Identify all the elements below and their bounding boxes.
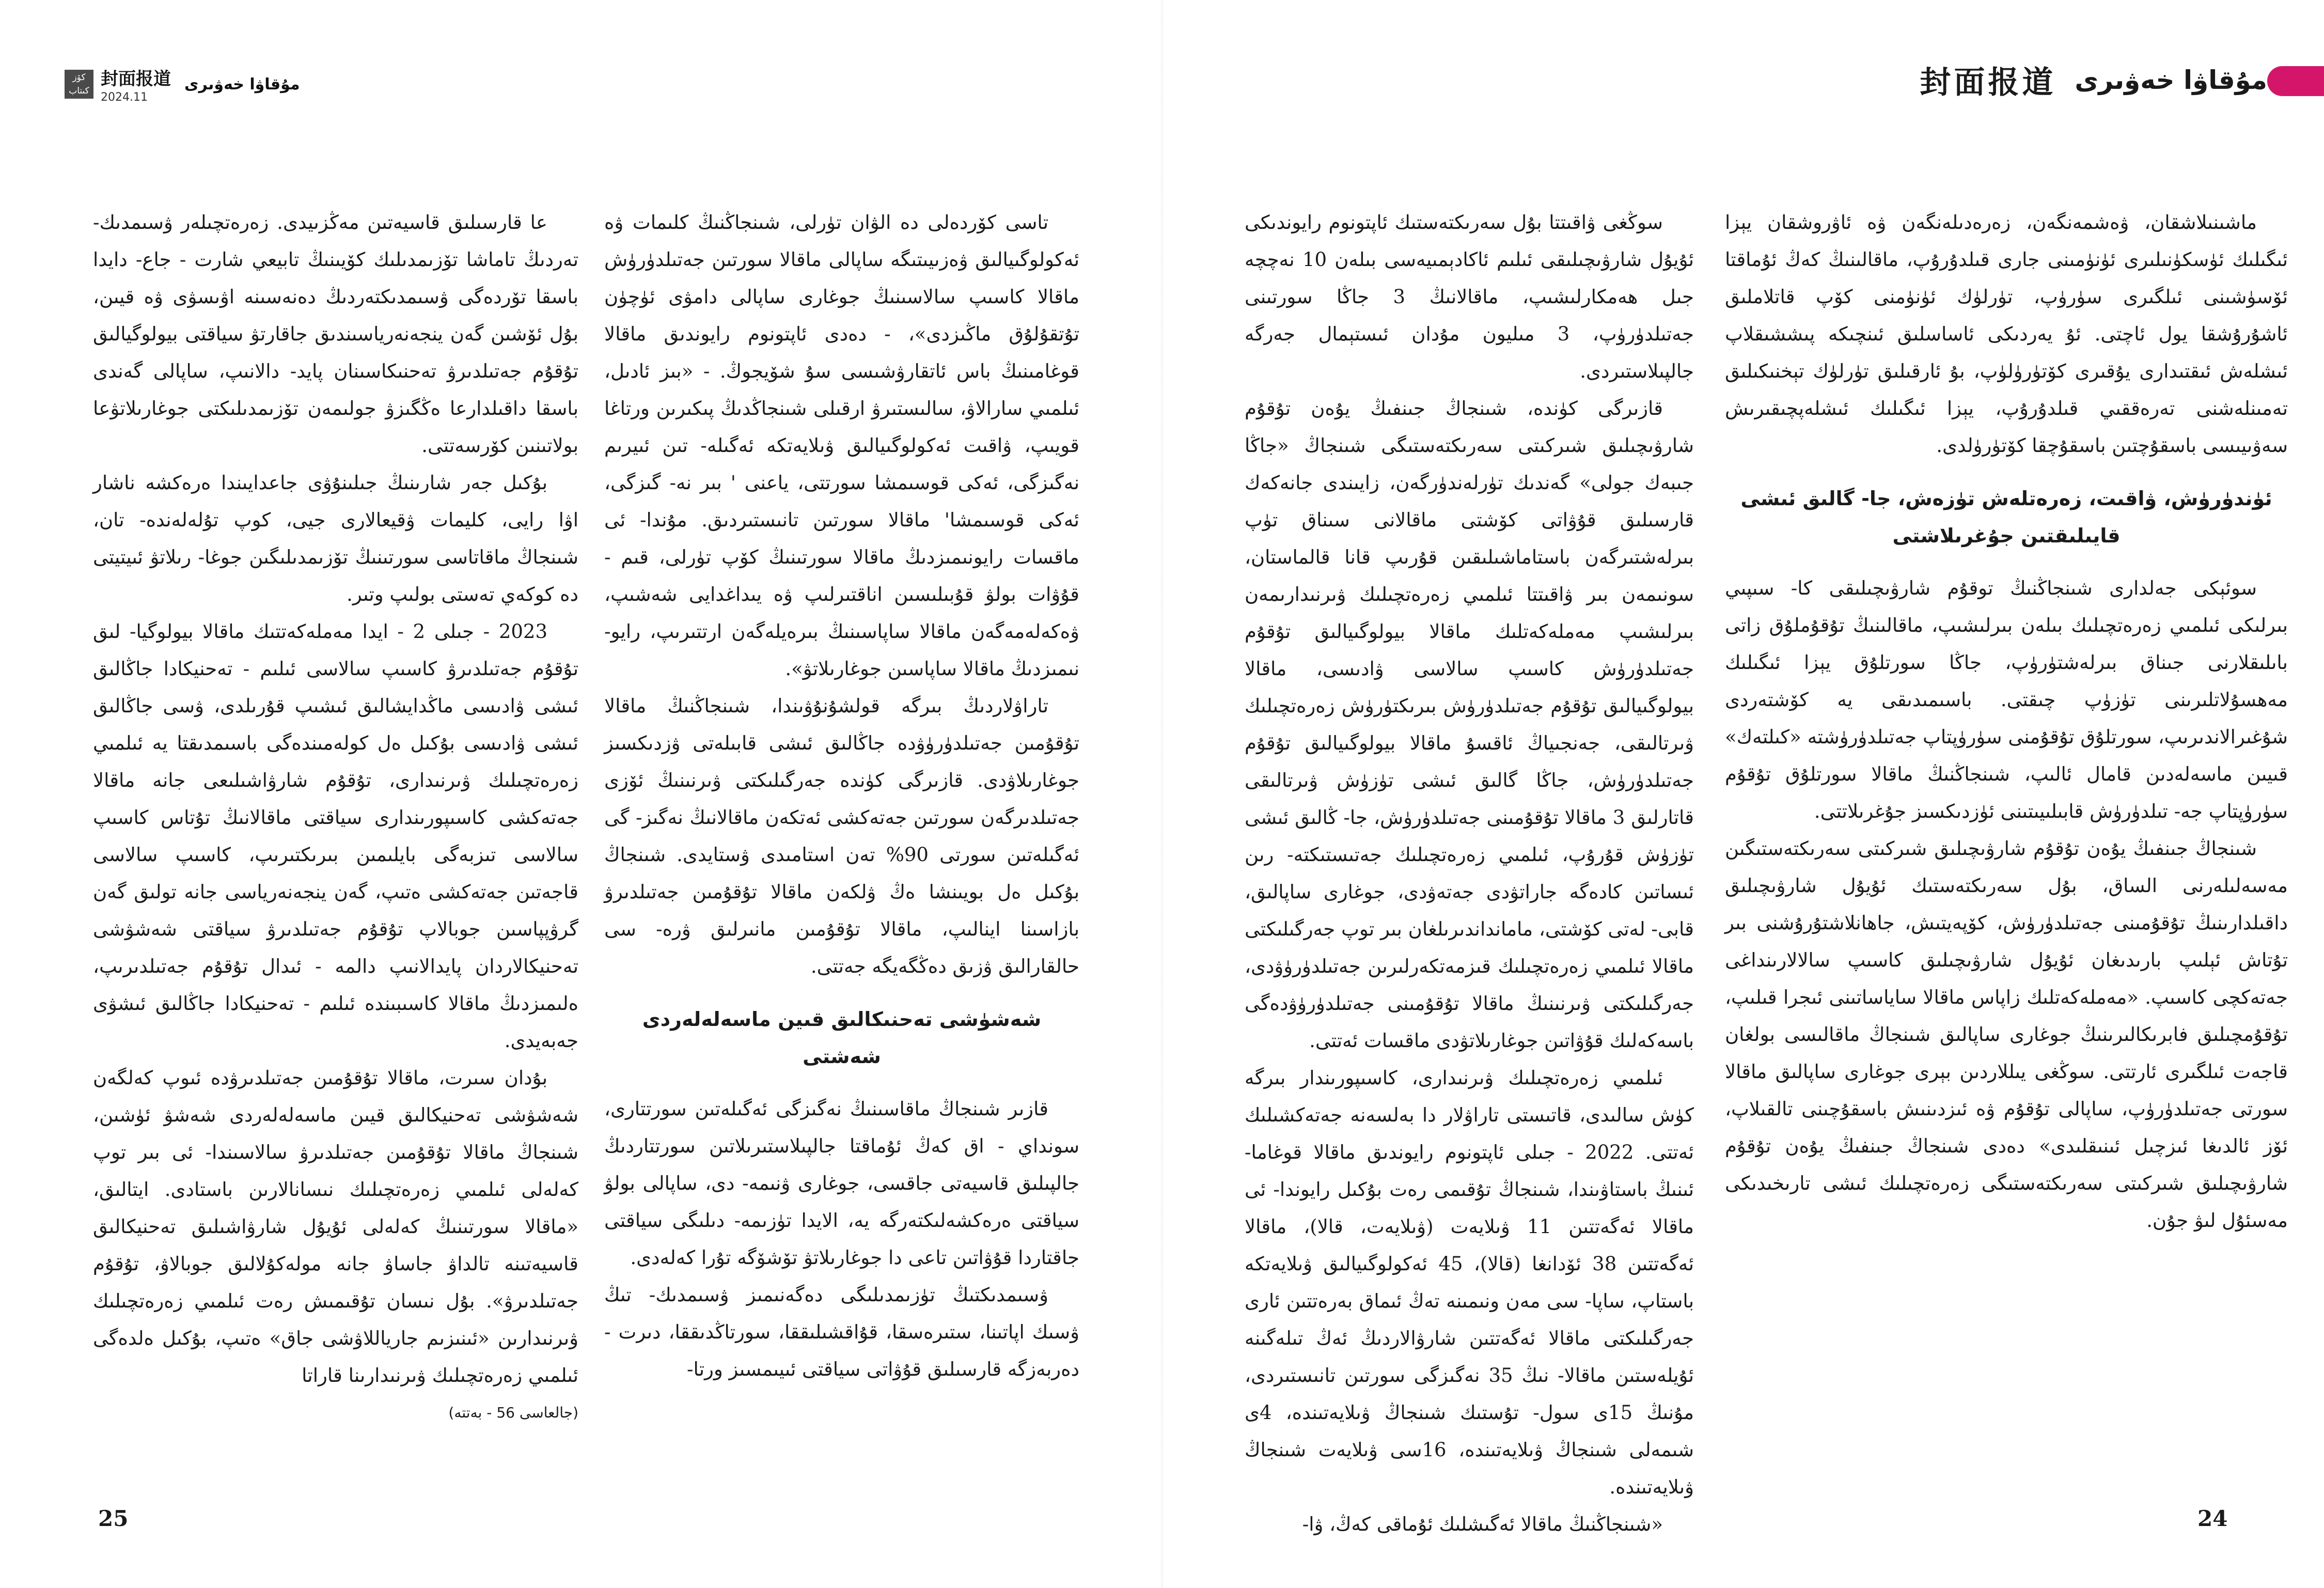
paragraph: ۋسىمدىكتىڭ تۈزىمدىلىگى دەگەنىمىز ۋسىمدىك- تىڭ ۋسىك اپاتىنا، ستىرەسقا، قۇاقشىلىققا، سورتاڭدىققا، دىرت - دەربەزگە قارسىلىق قۇۋاتى سياقتى ئىيىمسىز ورتا- (604, 1284, 1079, 1380)
header-title-cn-right: 封面报道 (1920, 65, 2056, 101)
paragraph: قازىرگى كۈندە، شىنجاڭ جىنفىڭ يۇەن تۇقۇم شارۋىچىلىق شىركىتى سەرىكتەستىگى شىنجاڭ «جاڭا جىبەك جولى» گەندىك تۈرلەندۈرگەن، زايىندى جانەكەك قارسىلىق قۇۋاتى كۆشتى ماقالانى سىناق تۈپ بىرلەشتىرگەن باستاماشىلىقىن قۇرىپ قانا قالماستان، سونىمەن بىر ۋاقىتتا ئىلمىي زەرەتچىلىك ۋىرنىدارىمەن بىرلىشىپ مەملەكەتلىك ماقالا بيولوگىيالىق تۇقۇم جەتىلدۈرۈش كاسىپ سالاسى ۋادىسى، ماقالا بيولوگىيالىق تۇقۇم جەتىلدۈرۈش بىرىكتۈرۈش زەرەتچىلىك ۋىرتالىقى، جەنجىياڭ ئاقسۇ ماقالا بيولوگىيالىق تۇقۇم جەتىلدۈرۈش، جاڭا گالىق ئىشى تۈزۈش ۋىرتالىقى قاتارلىق 3 ماقالا تۇقۇمىنى جەتىلدۈرۈش، جا- ڭالىق ئىشى تۈزۈش قۇرۇپ، ئىلمىي زەرەتچىلىك جەتىستىكتە- رىن ئىساتىن كادەگە جاراتۋدى جەتەۋدى، جوغارى ساپالىق، قابى- لەتى كۆشتى، مامانداندىرىلغان بىر توپ جەرگىلىكتى ماقالا ئىلمىي زەرەتچىلىك قىزمەتكەرلىرىن جەتىلدۈرۈۋدى، جەرگىلىكتى ۋىرنىنىڭ ماقالا تۇقۇمىنى جەتىلدۈرۈۋدەگى باسەكەلىك قۇۋاتىن جوغارىلاتۋدى ماقسات ئەتتى. (1245, 397, 1694, 1052)
header-title-cn: 封面报道 (101, 69, 171, 89)
header-date: 2024.11 (101, 91, 148, 104)
column-right-2 (1245, 204, 1694, 1543)
paragraph: تاسى كۆردەلى دە الۋان تۈرلى، شىنجاڭنىڭ كلىمات ۋە ئەكولوگىيالىق ۋەزىيىتىگە ساپالى ماقالا سورتىن جەتىلدۈرۈش ماقالا كاسىپ سالاسىنىڭ جوغارى ساپالى دامۋى ئۈچۈن تۇتقۇلۇق ماڭىزدى»، - دەدى ئاپتونوم رايوندىق ماقالا قوغامىنىڭ باس ئاتقارۋشىسى سۇ شۆيجوڭ. - «بىز ئادىل، ئىلمىي سارالاۋ، سالىستىرۋ ارقىلى شىنجاڭدىڭ پىكىرىن ورتاغا قويىپ، ۋاقىت ئەكولوگىيالىق ۋىلايەتكە ئەگىلە- تىن ئىيرىم نەگىزگى، ئەكى قوسىمشا سورتتى، ياعنى ' بىر نە- گىزگى، ئەكى قوسىمشا' ماقالا سورتىن تانىستىردىق. مۇندا- ئى ماقسات رايونىمىزدىڭ ماقالا سورتىنىڭ كۆپ تۈرلى، قىم - قۇۋات بولۋ قۇبىلىسىن اناقتىرلىپ ۋە يىداغدايى شەشىپ، ۋەكەلەمەگەن ماقالا ساپاسىنىڭ بىرەيلەگەن ارتتىرىپ، رايو- نىمىزدىڭ ماقالا ساپاسىن جوغارىلاتۋ». (604, 211, 1079, 680)
paragraph: سوڭغى ۋاقىتتا بۇل سەرىكتەستىك ئاپتونوم رايوندىكى ئۇيۇل شارۋىچىلىقى ئىلىم ئاكادېمىيەسى بىلەن 10 نەچچە جىل ھەمكارلىشىپ، ماقالانىڭ 3 جاڭا سورتىنى جەتىلدۈرۈپ، 3 مىليون مۇدان ئىستېمال جەرگە جالپىلاستىردى. (1245, 211, 1694, 382)
column-left-2 (93, 204, 578, 1431)
column-left-1 (604, 204, 1079, 1388)
paragraph: 2023 - جىلى 2 - ايدا مەملەكەتتىك ماقالا بيولوگيا- لىق تۇقۇم جەتىلدىرۋ كاسىپ سالاسى ئىلىم - تەحنيكادا جاڭالىق ئىشى ۋادىسى ماڭدايشالىق ئىشىپ قۇرىلدى، ۋسى جاڭالىق ئىشى ۋادىسى بۇكىل ەل كولەمىندەگى باسىمدىقتا يە ئىلمىي زەرەتچىلىك ۋىرنىدارى، تۇقۇم شارۋاشىلىعى جانە ماقالا جەتەكشى كاسىپورىندارى سياقتى ماقالانىڭ تۇتاس كاسىپ سالاسى تىزبەگى بايلىمىن بىرىكتىرىپ، كاسىپ سالاسى قاجەتىن جەتەكشى ەتىپ، گەن ينجەنەرياسى جانە تولىق گەن گرۋپپاسىن جوبالاپ تۇقۇم جەتىلدىرۋ سياقتى شەشۋشى تەحنيكالاردان پايدالانىپ دالمە - ئىدال تۇقۇم جەتىلدىرىپ، ەلىمىزدىڭ ماقالا كاسىبىندە ئىلىم - تەحنيكادا جاڭالىق ئىشۋى جەبەيدى. (93, 620, 578, 1052)
paragraph: بۇدان سىرت، ماقالا تۇقۇمىن جەتىلدىرۋدە ئىوپ كەلگەن شەشۋشى تەحنيكالىق قيىن ماسەلەلەردى شەشۋ ئۈشىن، شىنجاڭ ماقالا تۇقۇمىن جەتىلدىرۋ سالاسىندا- ئى بىر توپ كەلەلى ئىلمىي زەرەتچىلىك نىسانالارىن باستادى. ايتالىق، «ماقالا سورتىنىڭ كەلەلى ئۇيۇل شارۋاشىلىق تەحنيكالىق قاسيەتىنە تالداۋ جاساۋ جانە مولەكۇلالىق جوبالاۋ، تۇقۇم جەتىلدىرۋ». بۇل نىسان تۇقىمىش رەت ئىلمىي زەرەتچىلىك ۋىرنىدارىن «ئىنىزىم جارياللاۋشى جاق» ەتىپ، بۇكىل ەلدەگى ئىلمىي زەرەتچىلىك ۋىرنىدارىنا قاراتا (93, 1067, 578, 1387)
header-section-uy-right: مۇقاۋا خەۋىرى (2075, 65, 2267, 95)
right-page-header (1920, 57, 2267, 103)
paragraph: «شىنجاڭنىڭ ماقالا ئەگىشلىك ئۇماقى كەڭ، ۋا- (1302, 1513, 1663, 1535)
header-section-uy: مۇقاۋا خەۋىرى (184, 75, 300, 94)
paragraph: شىنجاڭ جىنفىڭ يۇەن تۇقۇم شارۋىچىلىق شىركىتى سەرىكتەستىگىن مەسەلىلەرنى الساق، بۇل سەرىكتەستىك ئۇيۇل شارۋىچىلىق داقىلدارىنىڭ تۇقۇمىنى جەتىلدۈرۈش، كۆپەيتىش، جاھانلاشتۇرۇشنى بىر تۇتاش ئېلىپ بارىدىغان ئۇيۇل شارۋىچىلىق كاسىپ سالالارىنداغى جەتەكچى كاسىپ. «مەملەكەتلىك زاپاس ماقالا ساياساتىنى ئىجرا قىلىپ، تۇقۇمچىلىق فابرىكالىرىنىڭ جوغارى ساپالىق شىنجاڭ ماقالىسى بولغان قاجەت ئىلگىرى ئارتتى. سوڭغى يىللاردىن بېرى جوغارى ساپالىق ماقالا سورتى جەتىلدۈرۈپ، ساپالى تۇقۇم ۋە ئىزدىنىش باسقۇچىنى تالقىلاپ، ئۆز ئالدىغا ئىزچىل ئىنىقلىدى» دەدى شىنجاڭ جىنفىڭ يۇەن تۇقۇم شارۋىچىلىق شىركىتى سەرىكتەستىگى زەرەتچىلىك ئىشى تارىخىدىكى مەسئۇل لىۋ جۇن. (1725, 837, 2288, 1232)
page-number-left: 25 (98, 1506, 129, 1531)
page-number-right: 24 (2197, 1506, 2228, 1531)
column-right-1 (1725, 204, 2288, 1239)
header-title-block (101, 65, 171, 104)
paragraph: سوئېكى جەلدارى شىنجاڭنىڭ توقۇم شارۋىچىلىقى كا- سىپىي بىرلىكى ئىلمىي زەرەتچىلىك بىلەن بىرلىشىپ، ماقالىنىڭ تۇقۇملۇق زاتى باىلىقلارنى جىناق بىرلەشتۈرۈپ، جاڭا سورتلۇق يېزا ئىگىلىك مەھسۇلاتلىرىنى تۈزۈپ چىقتى. باسىمىدىقى يە كۆشتەردى شۇغىرالاندىرىپ، سورتلۇق تۇقۇمنى سۈرۈپتاپ جەتىلدۈرۈشتە «كىلتەك» قىيىن ماسەلەدىن قامال ئالىپ، شىنجاڭنىڭ ماقالا سورتلۇق تۇقۇم سۈرۈپتاپ جە- تىلدۈرۈش قابىلىيىتىنى ئۈزدىكسىز جۇغرىلاتتى. (1725, 577, 2288, 822)
left-page-header (65, 66, 300, 102)
paragraph: عا قارسىلىق قاسيەتىن مەڭزىيدى. زەرەتچىلەر ۋسىمدىك- تەردىڭ تاماشا تۆزىمدىلىك كۆيىنىڭ تابيعي شارت - جاع- دايدا باسقا تۆردەگى ۋسىمدىكتەردىڭ دەنەسىنە اۋىسۋى ۋە قيىن، بۇل ئۆشىن گەن ينجەنەرياسىندىق جاقارتۋ سياقتى بيولوگيالىق تۇقۇم جەتىلدىرۋ تەحنىكاسىنان پايد- دالانىپ، ساپالى گەندى باسقا داقىلدارعا ەڭگىزۋ جولىمەن تۆزىمدىلىكتى جوغارىلاتۋعا بولاتىنىن كۆرسەتتى. (93, 211, 578, 457)
continuation-note: (جالعاسى 56 - بەتتە) (448, 1404, 578, 1421)
paragraph: ماشىنىلاشقان، ۋەشمەنگەن، زەرەدىلەنگەن ۋە ئاۋروشقان يېزا ئىگىلىك ئۈسكۈنىلىرى ئۈنۈمىنى جارى قىلدۇرۇپ، ماقالىنىڭ كەڭ ئۇماقتا ئۆسۈشىنى ئىلگىرى سۈرۈپ، تۈرلۈك ئۈنۈمنى كۆپ قاتلاملىق ئاشۇرۇشقا يول ئاچتى. ئۇ يەردىكى ئاساسلىق ئىنچىكە پىششىقلاپ ئىشلەش ئىقتىدارى يۇقىرى كۆتۈرۈلۈپ، بۇ ئارقىلىق تۈرلۈك تېخنىكىلىق تەمىنلەشنى تەرەققىي قىلدۇرۇپ، يېزا ئىگىلىك ئىشلەپچىقىرىش سەۋىيىسى باسقۇچتىن باسقۇچقا كۆتۈرۈلدى. (1725, 211, 2288, 457)
section-color-tab (2267, 66, 2324, 96)
paragraph: ئىلمىي زەرەتچىلىك ۋىرنىدارى، كاسىپورىندار بىرگە كۈش سالىدى، قاتىستى تاراۋلار دا بەلسەنە جەتەكشىلىك ئەتتى. 2022 - جىلى ئاپتونوم رايوندىق ماقالا قوغاما- ئىنىڭ باستاۋىندا، شىنجاڭ تۇقىمى رەت بۇكىل رايوندا- ئى ماقالا ئەگەتتىن 11 ۋىلايەت (ۋىلايەت، قالا)، ماقالا ئەگەتتىن 38 ئۆدانغا (قالا)، 45 ئەكولوگىيالىق ۋىلايەتكە باستاپ، ساپا- سى مەن ونىمىنە تەڭ ئىماق بەرەتتىن ئارى جەرگىلىكتى ماقالا ئەگەتتىن شارۋالاردىڭ ئەڭ تىلەگىنە ئۇيلەستىن ماقالا- نىڭ 35 نەگىزگى سورتىن تانىستىردى، مۇنىڭ 15ى سول- تۇستىك شىنجاڭ ۋىلايەتىندە، 4ى شىمەلى شىنجاڭ ۋىلايەتىندە، 16سى ۋىلايەت شىنجاڭ ۋىلايەتىندە. (1245, 1067, 1694, 1498)
magazine-logo: كۆز كىتاب (65, 70, 93, 99)
section-heading: شەشۈشى تەحنىكالىق قىين ماسەلەلەردى شەشتى (642, 1008, 1042, 1068)
section-heading: ئۈندۈرۈش، ۋاقىت، زەرەتلەش تۈزەش، جا- گالىق ئىشى قايىلىقتىن جۇغرىلاشتى (1740, 487, 2272, 547)
paragraph: قازىر شىنجاڭ ماقاسىنىڭ نەگىزگى ئەگىلەتىن سورتتارى، سونداي - اق كەڭ ئۇماقتا جالپىلاستىرىلاتىن سورتتاردىڭ جالپىلىق قاسيەتى جاقسى، جوغارى ۋنىمە- دى، ساپالى بولۋ سياقتى ەرەكشەلىكتەرگە يە، الايدا تۈزىمە- دىلىگى سياقتى جاقتاردا قۇۋاتىن تاعى دا جوغارىلاتۋ تۆشۆگە تۇرا كەلەدى. (604, 1098, 1079, 1269)
paragraph: تاراۋلاردىڭ بىرگە قولشۇنۇۋىندا، شىنجاڭنىڭ ماقالا تۇقۇمىن جەتىلدۈرۈۋدە جاڭالىق ئىشى قابىلەتى ۋزدىكسىز جوغارىلاۋدى. قازىرگى كۈندە جەرگىلىكتى ۋىرنىنىڭ ئۆزى جەتىلدىرگەن سورتىن جەتەكشى ئەتكەن ماقالانىڭ نەگىز- گى ئەگىلەتىن سورتى 90% تەن استامىدى ۋستايدى. شىنجاڭ بۇكىل ەل بويىنشا ەڭ ۋلكەن ماقالا تۇقۇمىن جەتىلدىرۋ بازاسىنا اينالىپ، ماقالا تۇقۇمىن مانىرلىق ۋرە- سى حالقارالىق ۋزىق دەڭگەيگە جەتتى. (604, 695, 1079, 977)
paragraph: بۇكىل جەر شارىنىڭ جىلىنۇۋى جاعدايىندا ەرەكشە ناشار اۋا رايى، كليمات ۋقيعالارى جيى، كوپ تۇلەلەندە- تان، شىنجاڭ ماقاتاسى سورتىنىڭ تۆزىمدىلىگىن جوغا- رىلاتۋ ئىيتيتى دە كوكەي تەستى بولىپ وتىر. (93, 472, 578, 605)
